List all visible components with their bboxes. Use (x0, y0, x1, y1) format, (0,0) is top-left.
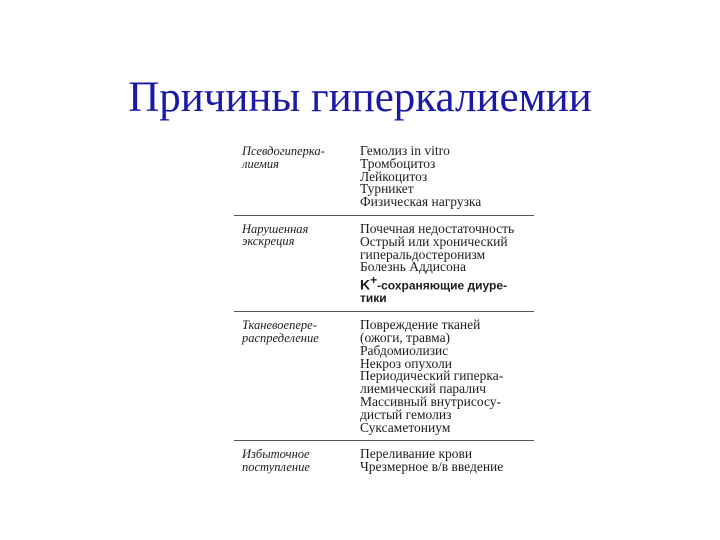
slide-title: Причины гиперкалиемии (128, 74, 592, 121)
diuretics-label: -сохраняющие диуре- (377, 278, 508, 293)
list-item: гиперальдостеронизм (360, 246, 486, 262)
list-item: тики (360, 291, 387, 306)
category-label: Нарушенная (242, 221, 309, 236)
category-label: распределение (242, 330, 319, 345)
items-cell (360, 215, 534, 311)
items-cell (360, 312, 534, 441)
list-item: Почечная недостаточность (360, 220, 515, 236)
category-label: Тканевоепере- (242, 318, 317, 333)
category-label: экскреция (242, 234, 295, 249)
list-item: дистый гемолиз (360, 406, 452, 422)
list-item: Острый или хронический (360, 233, 508, 249)
list-item: (ожоги, травма) (360, 330, 451, 346)
list-item: Периодический гиперка- (360, 368, 504, 384)
table-row (234, 138, 534, 215)
table-row (234, 441, 534, 480)
category-cell (234, 441, 360, 480)
list-item: Повреждение тканей (360, 317, 481, 333)
table-row (234, 312, 534, 441)
category-cell (234, 312, 360, 441)
items-cell (360, 441, 534, 480)
list-item: Переливание крови (360, 446, 473, 462)
list-item: Лейкоцитоз (360, 168, 428, 184)
potassium-symbol: K (360, 276, 371, 293)
table-row (234, 215, 534, 311)
list-item: Болезнь Аддисона (360, 259, 466, 275)
list-item (360, 274, 534, 292)
list-item: Физическая нагрузка (360, 194, 482, 210)
list-item: Тромбоцитоз (360, 155, 436, 171)
category-label: Псевдогиперка- (242, 144, 325, 158)
list-item: Рабдомиолизис (360, 342, 449, 358)
category-cell (234, 215, 360, 311)
potassium-charge: + (370, 273, 378, 288)
list-item: Некроз опухоли (360, 355, 453, 371)
list-item: лиемический паралич (360, 381, 487, 397)
items-cell (360, 138, 534, 215)
category-label: поступление (242, 459, 310, 474)
list-item: Суксаметониум (360, 419, 451, 435)
list-item: Гемолиз in vitro (360, 143, 450, 158)
list-item: Массивный внутрисосу- (360, 394, 501, 410)
list-item: Чрезмерное в/в введение (360, 459, 504, 475)
category-label: лиемия (242, 156, 279, 171)
list-item: Турникет (360, 181, 414, 197)
causes-table (234, 138, 534, 480)
category-label: Избыточное (242, 447, 310, 462)
category-cell (234, 138, 360, 215)
